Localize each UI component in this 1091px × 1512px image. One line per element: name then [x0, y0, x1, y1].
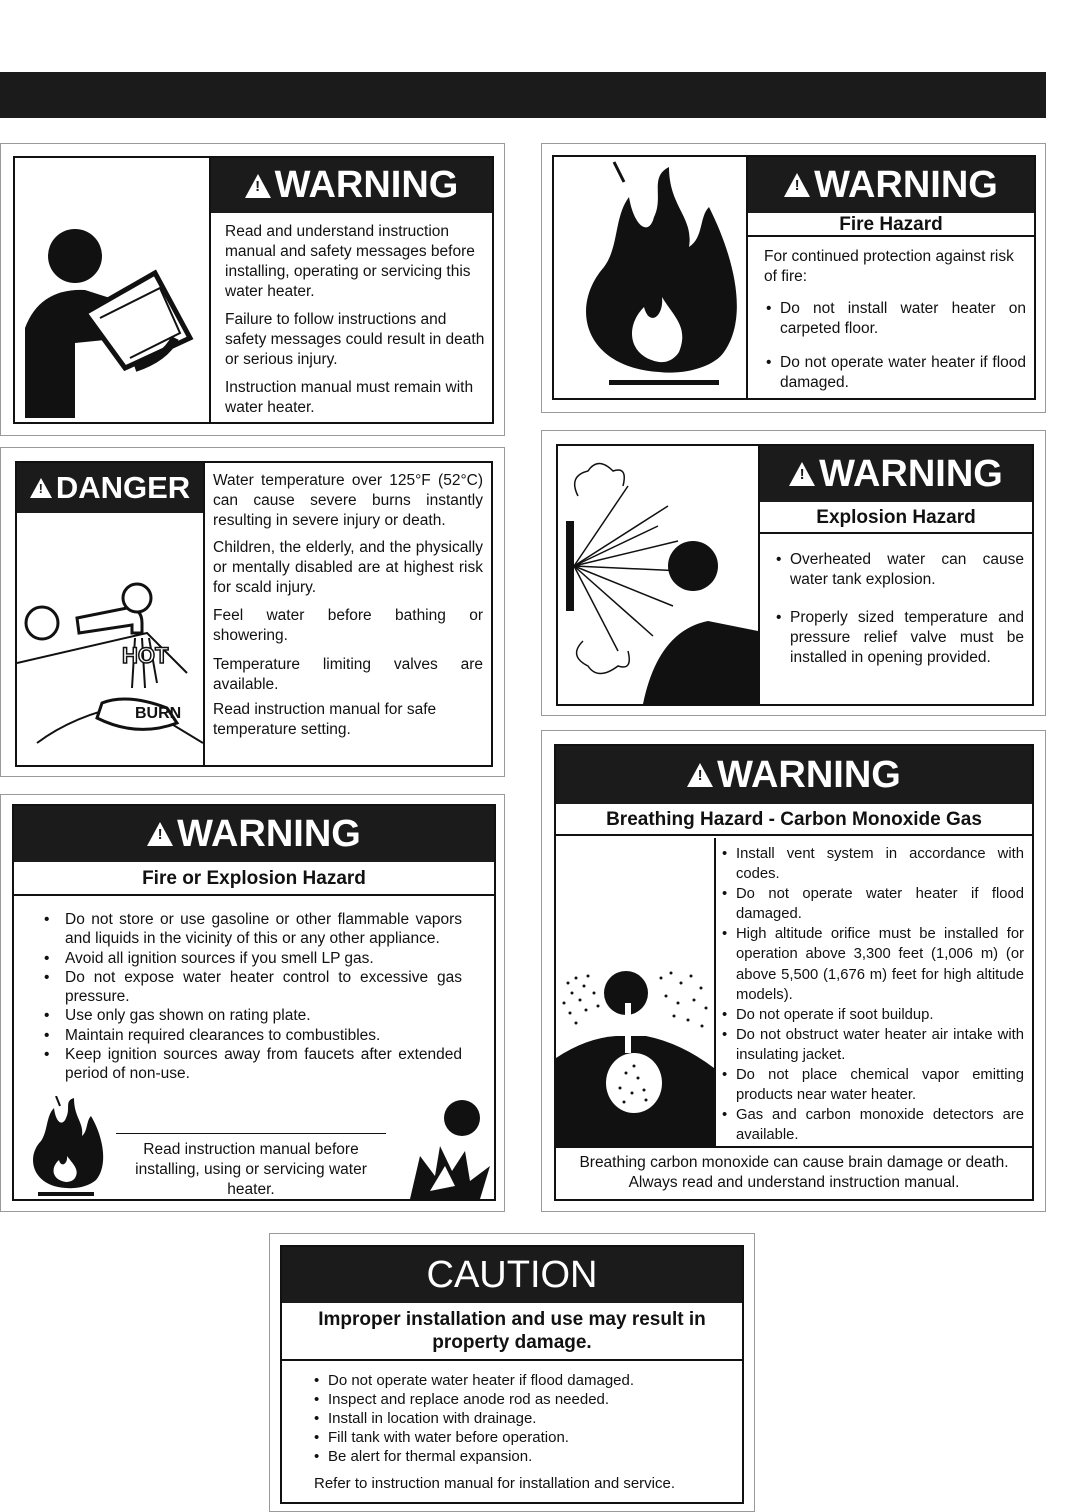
- flame-icon: [574, 157, 744, 397]
- explosion-person-illustration: [558, 446, 758, 704]
- warning-text: [720, 844, 1024, 1145]
- caution-subtitle: Improper installation and use may result in property damage.: [282, 1303, 742, 1361]
- label-frame: [280, 1245, 744, 1504]
- danger-label-scald: [0, 447, 505, 777]
- label-frame: [554, 744, 1034, 1201]
- caution-list: • Do not operate water heater if flood damaged. • Inspect and replace anode rod as needed. • Install in location with drainage. • Fill tank with water before operation. • Be alert for thermal expansion.: [312, 1371, 732, 1466]
- label-frame: [12, 804, 496, 1201]
- footer-text: Read instruction manual before installing, using or servicing water heater.: [135, 1141, 367, 1198]
- hazard-subtitle: Explosion Hazard: [760, 502, 1032, 534]
- hazard-list: • Do not store or use gasoline or other flammable vapors and liquids in the vicinity of this or any other appliance. • Avoid all ignition sources if you smell LP gas. • Do not expose water heater control to excessive gas pressure. • Use only gas shown on rating plate. • Maintain required clearances to combustibles. • Keep ignition sources away from faucets after extended period of non-use.: [42, 910, 462, 1084]
- caution-text: • Do not operate water heater if flood damaged. • Inspect and replace anode rod as needed. • Install in location with drainage. • Fill tank with water before operation. • Be alert for thermal expansion. Refer to instruction manual for installation and service.: [312, 1371, 732, 1493]
- label-frame: [13, 156, 494, 424]
- person-reading-manual-icon: [15, 218, 209, 418]
- alert-triangle-icon: !: [30, 478, 52, 498]
- hazard-list: • Install vent system in accordance with codes. • Do not operate water heater if flood damaged. • High altitude orifice must be installed for operation above 3,300 feet (1,006 m) (or above 5,500 (1,676 m) feet for high altitude models). • Do not operate if soot buildup. • Do not obstruct water heater air intake with insulating jacket. • Do not place chemical vapor emitting products near water heater. • Gas and carbon monoxide detectors are available.: [720, 844, 1024, 1145]
- warning-label-carbon-monoxide: [541, 730, 1046, 1212]
- flame-icon: [26, 1096, 106, 1199]
- hazard-subtitle: Breathing Hazard - Carbon Monoxide Gas: [556, 804, 1032, 836]
- label-frame: [556, 444, 1034, 706]
- label-frame: [15, 461, 493, 767]
- footer-rule: [556, 1146, 1032, 1148]
- alert-triangle-icon: !: [147, 822, 173, 846]
- warning-text: For continued protection against risk of fire: • Do not install water heater on carpeted floor. • Do not operate water heater if flood damaged.: [764, 247, 1026, 393]
- warning-header: ! WARNING: [556, 746, 1032, 804]
- caution-label-property-damage: [269, 1233, 755, 1512]
- warning-header: ! WARNING: [211, 158, 492, 213]
- explosion-person-icon: [400, 1096, 494, 1199]
- warning-header: ! WARNING: [760, 446, 1032, 502]
- danger-header: ! DANGER: [17, 463, 203, 513]
- warning-text: [774, 550, 1024, 668]
- warning-label-fire-explosion: [0, 794, 505, 1212]
- divider: [758, 446, 760, 704]
- divider: [209, 158, 211, 422]
- page-header-bar: [0, 72, 1046, 118]
- label-frame: [552, 155, 1036, 400]
- alert-triangle-icon: !: [789, 462, 815, 486]
- danger-text: Water temperature over 125°F (52°C) can cause severe burns instantly resulting in severe injury or death. Children, the elderly, and the physically or mentally disabled are at highest risk for scald injury. Feel water before bathing or showering. Temperature limiting valves are available. Read instruction manual for safe temperature setting.: [213, 472, 483, 738]
- alert-triangle-icon: !: [687, 763, 713, 787]
- hazard-subtitle: Fire or Explosion Hazard: [14, 862, 494, 896]
- warning-text: Read and understand instruction manual and safety messages before installing, operating or servicing this water heater. Failure to follow instructions and safety messages could result in death or serious injury. Instruction manual must remain with water heater.: [225, 223, 485, 416]
- co-breathing-illustration: [556, 838, 714, 1146]
- burn-label: BURN: [135, 705, 182, 722]
- hazard-list: • Overheated water can cause water tank explosion. • Properly sized temperature and pressure relief valve must be installed in opening provided.: [774, 550, 1024, 668]
- warning-label-read-manual: [0, 143, 505, 436]
- hazard-subtitle: Fire Hazard: [748, 213, 1034, 237]
- warning-header: ! WARNING: [748, 157, 1034, 213]
- caution-header: CAUTION: [282, 1247, 742, 1303]
- warning-label-fire-hazard: [541, 143, 1046, 413]
- hazard-list: • Do not install water heater on carpeted floor. • Do not operate water heater if flood damaged.: [764, 299, 1026, 393]
- footer-text: Breathing carbon monoxide can cause brain damage or death. Always read and understand instruction manual.: [579, 1154, 1009, 1191]
- divider: [714, 838, 716, 1146]
- warning-text: [42, 910, 462, 1084]
- alert-triangle-icon: !: [245, 174, 271, 198]
- warning-label-explosion-hazard: [541, 430, 1046, 716]
- warning-header: ! WARNING: [14, 806, 494, 862]
- faucet-burn-illustration: [17, 513, 203, 765]
- hot-label: HOT: [122, 643, 169, 668]
- divider: [203, 463, 205, 765]
- footer-rule: [116, 1133, 386, 1134]
- alert-triangle-icon: !: [784, 173, 810, 197]
